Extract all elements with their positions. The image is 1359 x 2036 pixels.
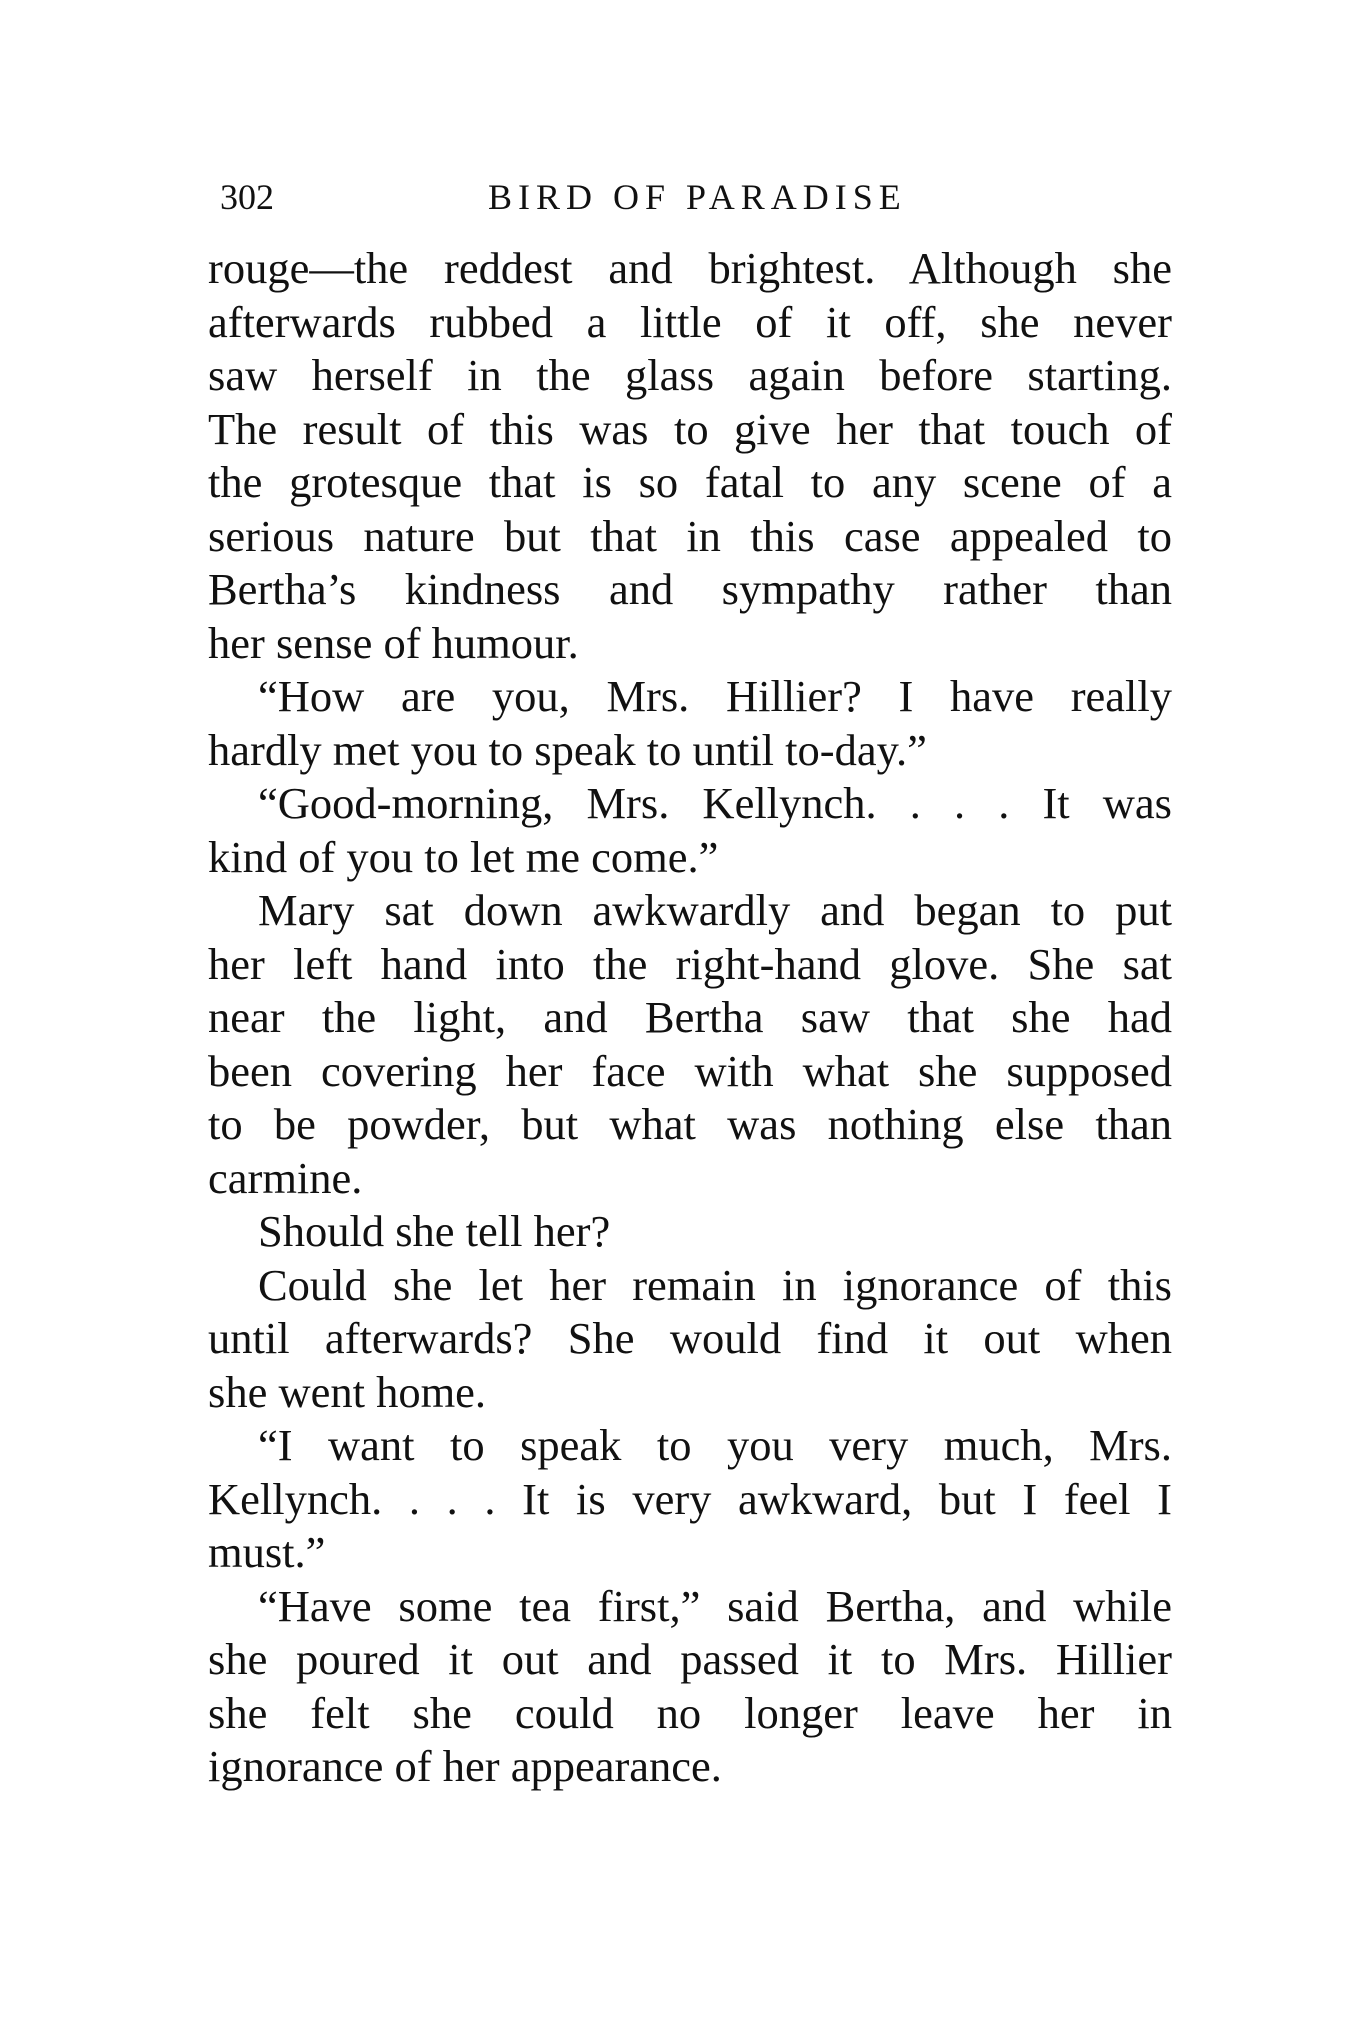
text-line: she felt she could no longer leave her in <box>208 1687 1172 1738</box>
text-line: hardly met you to speak to until to-day.” <box>208 724 927 775</box>
text-line: “Good-morning, Mrs. Kellynch. . . . It was <box>258 778 1172 828</box>
body-text <box>208 242 1172 1794</box>
text-line: rouge—the reddest and brightest. Although she <box>208 243 1172 293</box>
text-line: Kellynch. . . . It is very awkward, but I feel I <box>208 1473 1172 1524</box>
running-head <box>220 176 1160 226</box>
text-line: must.” <box>208 1527 326 1577</box>
text-line: carmine. <box>208 1152 363 1203</box>
text-line: “How are you, Mrs. Hillier? I have really <box>258 671 1172 721</box>
text-line: to be powder, but what was nothing else than <box>208 1099 1172 1149</box>
text-line: serious nature but that in this case appealed to <box>208 510 1172 561</box>
text-line: she poured it out and passed it to Mrs. Hillier <box>208 1634 1172 1684</box>
text-line: saw herself in the glass again before starting. <box>208 350 1172 400</box>
text-line: her sense of humour. <box>208 617 579 668</box>
text-line: Mary sat down awkwardly and began to put <box>258 885 1172 935</box>
text-line: been covering her face with what she supposed <box>208 1045 1172 1096</box>
text-line: ignorance of her appearance. <box>208 1741 722 1791</box>
text-line: “Have some tea first,” said Bertha, and while <box>258 1580 1172 1631</box>
text-line: Should she tell her? <box>258 1206 611 1256</box>
text-line: near the light, and Bertha saw that she had <box>208 992 1172 1042</box>
book-title: BIRD OF PARADISE <box>488 177 907 217</box>
page-number: 302 <box>220 177 274 217</box>
text-line: “I want to speak to you very much, Mrs. <box>258 1420 1172 1470</box>
text-line: kind of you to let me come.” <box>208 831 719 882</box>
text-line: afterwards rubbed a little of it off, she never <box>208 296 1172 347</box>
text-line: the grotesque that is so fatal to any scene of a <box>208 457 1172 507</box>
text-line: Bertha’s kindness and sympathy rather than <box>208 564 1172 614</box>
text-line: until afterwards? She would find it out when <box>208 1313 1172 1363</box>
text-line: her left hand into the right-hand glove. She sat <box>208 938 1172 989</box>
text-line: Could she let her remain in ignorance of this <box>258 1259 1172 1310</box>
text-line: she went home. <box>208 1366 487 1417</box>
text-line: The result of this was to give her that touch of <box>208 403 1172 454</box>
